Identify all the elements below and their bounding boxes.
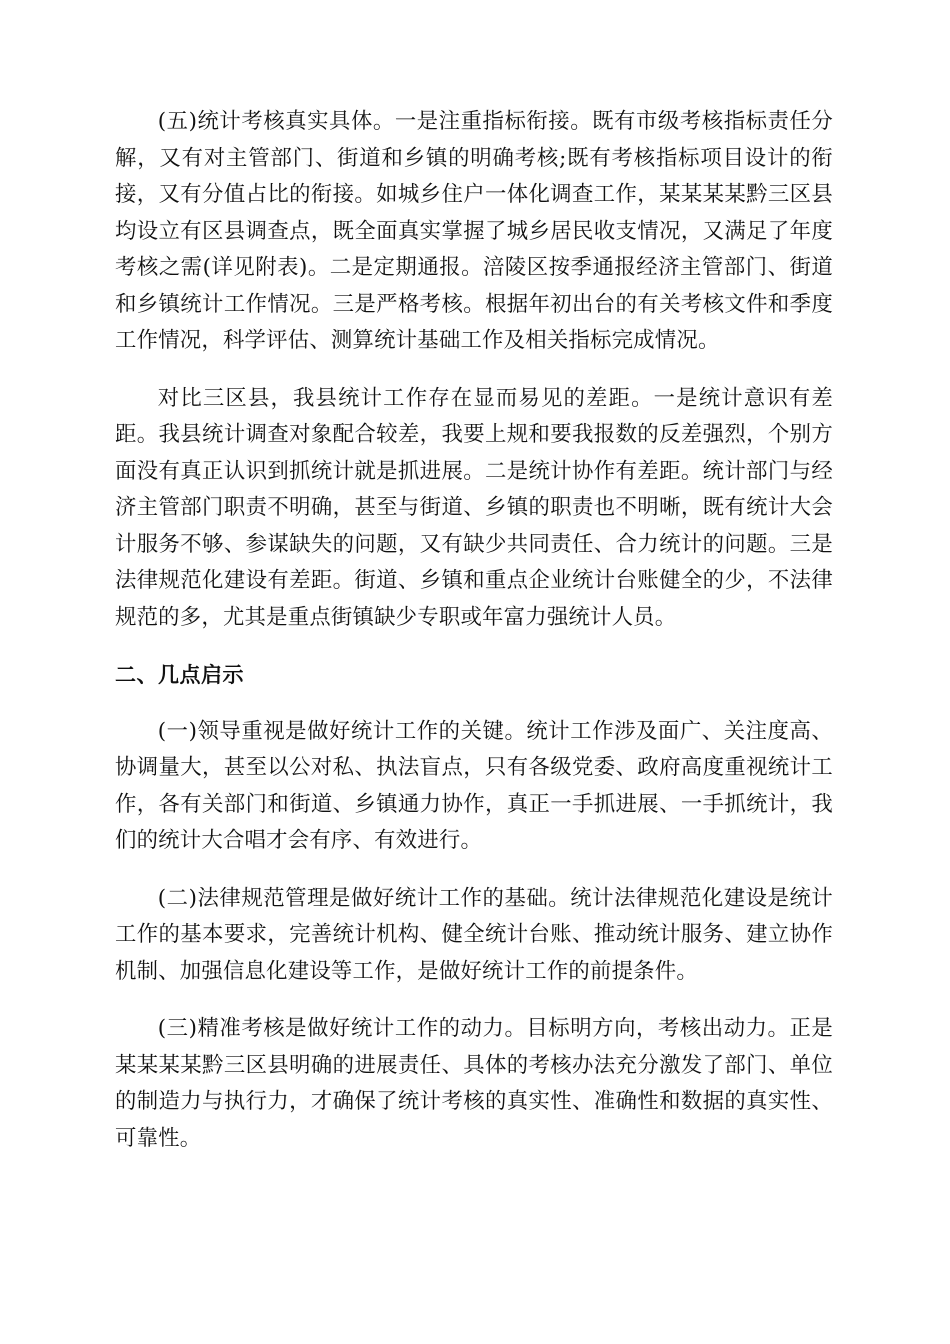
paragraph-leadership: (一)领导重视是做好统计工作的关键。统计工作涉及面广、关注度高、协调量大，甚至以公对私、执法盲点，只有各级党委、政府高度重视统计工作，各有关部门和街道、乡镇通力协作，真正一手抓进展、一手抓统计，我们的统计大合唱才会有序、有效进行。 <box>115 718 833 853</box>
paragraph-legal-norms: (二)法律规范管理是做好统计工作的基础。统计法律规范化建设是统计工作的基本要求，完善统计机构、健全统计台账、推动统计服务、建立协作机制、加强信息化建设等工作，是做好统计工作的前提条件。 <box>115 885 833 984</box>
paragraph-precise-assessment: (三)精准考核是做好统计工作的动力。目标明方向，考核出动力。正是某某某某黔三区县明确的进展责任、具体的考核办法充分激发了部门、单位的制造力与执行力，才确保了统计考核的真实性、准确性和数据的真实性、可靠性。 <box>115 1016 833 1151</box>
paragraph-gap-comparison: 对比三区县，我县统计工作存在显而易见的差距。一是统计意识有差距。我县统计调查对象配合较差，我要上规和要我报数的反差强烈，个别方面没有真正认识到抓统计就是抓进展。二是统计协作有差距。统计部门与经济主管部门职责不明确，甚至与街道、乡镇的职责也不明晰，既有统计大会计服务不够、参谋缺失的问题，又有缺少共同责任、合力统计的问题。三是法律规范化建设有差距。街道、乡镇和重点企业统计台账健全的少，不法律规范的多，尤其是重点街镇缺少专职或年富力强统计人员。 <box>115 385 833 630</box>
document-page <box>115 104 833 1157</box>
section-heading: 二、几点启示 <box>115 663 244 687</box>
paragraph-statistics-assessment: (五)统计考核真实具体。一是注重指标衔接。既有市级考核指标责任分解，又有对主管部门、街道和乡镇的明确考核;既有考核指标项目设计的衔接，又有分值占比的衔接。如城乡住户一体化调查工作，某某某某黔三区县均设立有区县调查点，既全面真实掌握了城乡居民收支情况，又满足了年度考核之需(详见附表)。二是定期通报。涪陵区按季通报经济主管部门、街道和乡镇统计工作情况。三是严格考核。根据年初出台的有关考核文件和季度工作情况，科学评估、测算统计基础工作及相关指标完成情况。 <box>115 109 833 353</box>
